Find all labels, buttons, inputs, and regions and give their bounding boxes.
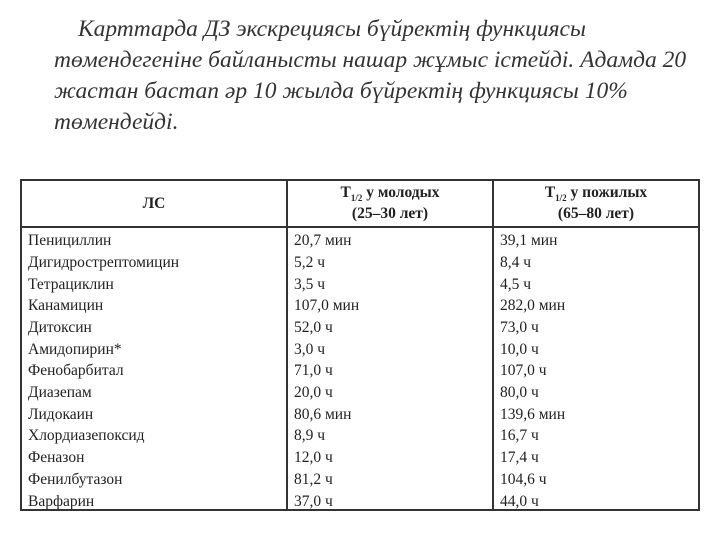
cell-drug: Дитоксин (28, 318, 92, 336)
cell-drug: Дигидрострептомицин (28, 253, 180, 271)
table-row (22, 447, 698, 469)
table-row (22, 404, 698, 426)
cell-young: 5,2 ч (287, 252, 493, 274)
cell-old: 4,5 ч (493, 274, 698, 296)
cell-old: 39,1 мин (493, 227, 698, 252)
cell-old: 10,0 ч (493, 339, 698, 361)
cell-drug: Хлордиазепоксид (28, 427, 145, 445)
cell-drug: Феназон (28, 449, 85, 467)
half-life-table (20, 179, 700, 511)
cell-drug: Лидокаин (28, 405, 94, 423)
table-row (22, 317, 698, 339)
table-row (22, 425, 698, 447)
cell-young: 71,0 ч (287, 360, 493, 382)
header-young: $T_{1/2}$ у молодых (25–30 лет) (287, 181, 493, 227)
cell-drug: Фенобарбитал (28, 362, 124, 380)
cell-drug: Пенициллин (28, 232, 112, 250)
cell-old: 17,4 ч (493, 447, 698, 469)
cell-drug: Канамицин (28, 297, 104, 315)
cell-old: 73,0 ч (493, 317, 698, 339)
cell-old: 139,6 мин (493, 404, 698, 426)
table-row (22, 274, 698, 296)
cell-drug: Фенилбутазон (28, 470, 123, 488)
cell-young: 8,9 ч (287, 425, 493, 447)
cell-old: 107,0 ч (493, 360, 698, 382)
cell-young: 20,7 мин (287, 227, 493, 252)
cell-old: 16,7 ч (493, 425, 698, 447)
table-row (22, 382, 698, 404)
cell-young: 20,0 ч (287, 382, 493, 404)
table-row (22, 469, 698, 491)
cell-old: 44,0 ч (493, 491, 698, 511)
table-row (22, 227, 698, 252)
cell-young: 81,2 ч (287, 469, 493, 491)
cell-young: 3,0 ч (287, 339, 493, 361)
caption-body: Карттарда ДЗ экскрециясы бүйректің функциясы төмендегеніне байланысты нашар жұмыс істейді. Адамда 20 жастан бастап әр 10 жылда бүйректің функциясы 10% төмендейді. (54, 16, 687, 135)
table-row (22, 360, 698, 382)
header-old: $T_{1/2}$ у пожилых (65–80 лет) (493, 181, 698, 227)
cell-drug: Тетрациклин (28, 275, 114, 293)
cell-drug: Амидопирин* (28, 340, 122, 358)
cell-old: 80,0 ч (493, 382, 698, 404)
cell-old: 282,0 мин (493, 295, 698, 317)
table-header-row (22, 181, 698, 227)
header-drug: ЛС (22, 181, 287, 227)
cell-old: 104,6 ч (493, 469, 698, 491)
cell-drug: Диазепам (28, 384, 92, 402)
cell-young: 107,0 мин (287, 295, 493, 317)
cell-young: 80,6 мин (287, 404, 493, 426)
caption-text (54, 14, 694, 138)
cell-young: 37,0 ч (287, 491, 493, 511)
cell-young: 52,0 ч (287, 317, 493, 339)
table-row (22, 295, 698, 317)
table-row (22, 339, 698, 361)
cell-old: 8,4 ч (493, 252, 698, 274)
cell-young: 12,0 ч (287, 447, 493, 469)
table-row (22, 252, 698, 274)
table-row (22, 491, 698, 511)
cell-drug: Варфарин (28, 492, 95, 510)
cell-young: 3,5 ч (287, 274, 493, 296)
